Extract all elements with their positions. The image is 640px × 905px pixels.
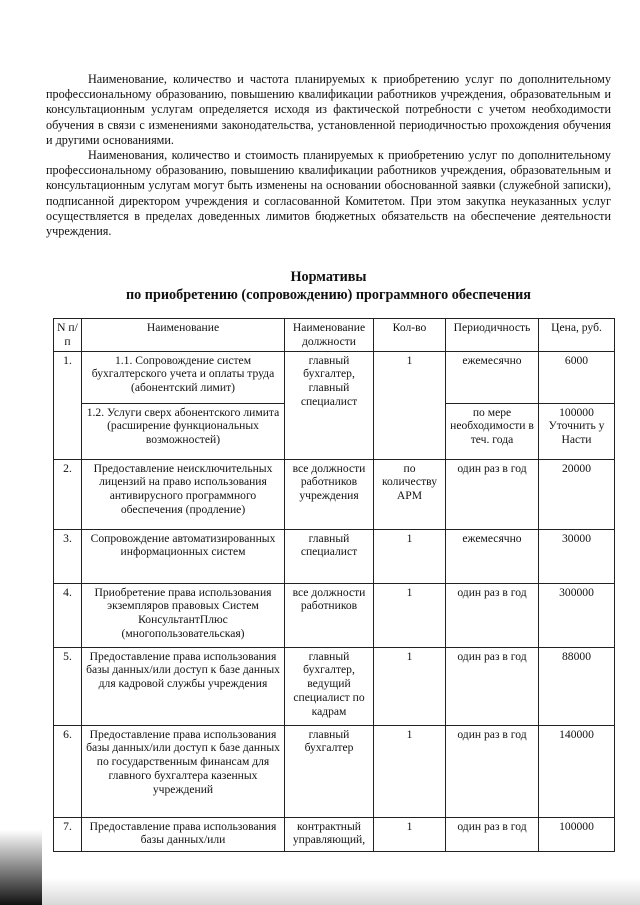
cell-price: 20000 <box>539 459 615 529</box>
cell-position: главный бухгалтер, ведущий специалист по кадрам <box>285 647 374 725</box>
cell-num: 7. <box>54 817 82 851</box>
cell-price: 88000 <box>539 647 615 725</box>
scan-left-edge <box>0 830 42 905</box>
cell-position: контрактный управляющий, <box>285 817 374 851</box>
table-header-row <box>54 319 615 352</box>
table-row <box>54 583 615 647</box>
header-position: Наименование должности <box>285 319 374 352</box>
cell-name: Предоставление неисключительных лицензий на право использования антивирусного программного обеспечения (продление) <box>82 459 285 529</box>
cell-period: один раз в год <box>446 817 539 851</box>
cell-qty: 1 <box>374 817 446 851</box>
table-title: Нормативы <box>290 269 367 285</box>
cell-name: Приобретение права использования экземпляров правовых Систем КонсультантПлюс (многопользовательская) <box>82 583 285 647</box>
cell-period: ежемесячно <box>446 529 539 583</box>
table-row <box>54 725 615 817</box>
cell-period: один раз в год <box>446 459 539 529</box>
norms-table <box>53 318 615 852</box>
cell-price: 6000 <box>539 351 615 403</box>
header-name: Наименование <box>82 319 285 352</box>
cell-qty: 1 <box>374 583 446 647</box>
cell-num: 5. <box>54 647 82 725</box>
cell-name: Предоставление права использования базы данных/или доступ к базе данных для кадровой службы учреждения <box>82 647 285 725</box>
header-qty: Кол-во <box>374 319 446 352</box>
cell-qty: 1 <box>374 529 446 583</box>
cell-period: ежемесячно <box>446 351 539 403</box>
cell-position: главный бухгалтер <box>285 725 374 817</box>
intro-paragraph-2: Наименования, количество и стоимость планируемых к приобретению услуг по дополнительному профессиональному образованию, повышению квалификации работников учреждения, образовательным и консультационным услугам могут быть изменены на основании обоснованной заявки (служебной записки), подписанной директором учреждения и согласованной Комитетом. При этом закупка неуказанных услуг осуществляется в пределах доведенных лимитов бюджетных обязательств на обеспечение деятельности учреждения. <box>46 148 611 239</box>
cell-period: один раз в год <box>446 725 539 817</box>
scan-bottom-shadow <box>0 878 640 905</box>
cell-num: 4. <box>54 583 82 647</box>
cell-num: 2. <box>54 459 82 529</box>
cell-price: 30000 <box>539 529 615 583</box>
cell-period: по мере необходимости в теч. года <box>446 403 539 459</box>
table-row <box>54 529 615 583</box>
header-period: Периодичность <box>446 319 539 352</box>
cell-name: 1.2. Услуги сверх абонентского лимита (расширение функциональных возможностей) <box>82 403 285 459</box>
cell-qty: 1 <box>374 351 446 459</box>
cell-num: 1. <box>54 351 82 459</box>
header-price: Цена, руб. <box>539 319 615 352</box>
cell-name: Сопровождение автоматизированных информационных систем <box>82 529 285 583</box>
table-row <box>54 351 615 403</box>
cell-num: 3. <box>54 529 82 583</box>
cell-price: 300000 <box>539 583 615 647</box>
cell-price: 100000 <box>539 817 615 851</box>
cell-period: один раз в год <box>446 583 539 647</box>
cell-period: один раз в год <box>446 647 539 725</box>
cell-position: главный специалист <box>285 529 374 583</box>
table-row <box>54 459 615 529</box>
cell-name: Предоставление права использования базы данных/или <box>82 817 285 851</box>
cell-name: Предоставление права использования базы данных/или доступ к базе данных по государственным финансам для главного бухгалтера казенных учреждений <box>82 725 285 817</box>
cell-name: 1.1. Сопровождение систем бухгалтерского учета и оплаты труда (абонентский лимит) <box>82 351 285 403</box>
cell-qty: по количеству АРМ <box>374 459 446 529</box>
cell-price: 140000 <box>539 725 615 817</box>
intro-text <box>46 72 611 239</box>
table-subtitle: по приобретению (сопровождению) программного обеспечения <box>125 287 531 303</box>
cell-position: главный бухгалтер, главный специалист <box>285 351 374 459</box>
intro-paragraph-1: Наименование, количество и частота планируемых к приобретению услуг по дополнительному профессиональному образованию, повышению квалификации работников учреждения, образовательным и консультационным услугам определяется исходя из фактической потребности с учетом необходимости обучения в связи с изменениями законодательства, установленной периодичностью прохождения обучения и другими основаниями. <box>46 72 611 147</box>
cell-position: все должности работников <box>285 583 374 647</box>
header-num: N п/п <box>54 319 82 352</box>
cell-num: 6. <box>54 725 82 817</box>
table-row <box>54 647 615 725</box>
cell-position: все должности работников учреждения <box>285 459 374 529</box>
cell-qty: 1 <box>374 647 446 725</box>
cell-qty: 1 <box>374 725 446 817</box>
table-row <box>54 817 615 851</box>
cell-price: 100000 Уточнить у Насти <box>539 403 615 459</box>
